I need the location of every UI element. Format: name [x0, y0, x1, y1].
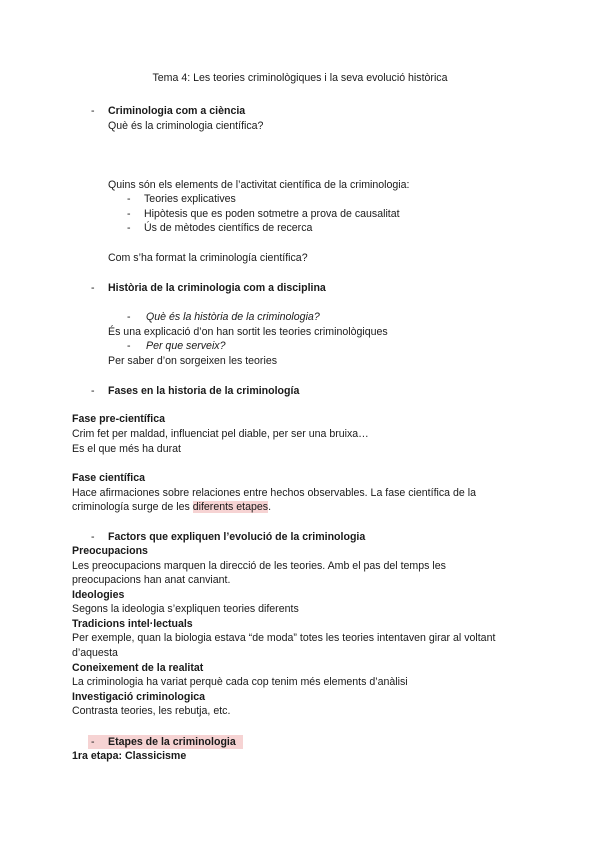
section-heading-factors: Factors que expliquen l’evolució de la criminologia [108, 531, 366, 543]
paragraph-line: Contrasta teories, les rebutja, etc. [72, 705, 231, 717]
list-dash: - [91, 531, 95, 543]
list-dash: - [91, 385, 95, 397]
answer-historia: És una explicació d’on han sortit les teories criminològiques [108, 326, 388, 338]
text-run: criminología surge de les [72, 501, 193, 513]
subheading-fase-pre-cientifica: Fase pre-científica [72, 413, 166, 425]
subheading-ideologies: Ideologies [72, 589, 125, 601]
paragraph-line [72, 500, 271, 515]
question-historia: Què és la història de la criminologia? [146, 311, 320, 323]
list-dash: - [127, 208, 131, 220]
section-heading-fases: Fases en la historia de la criminología [108, 385, 300, 397]
section-heading-historia: Història de la criminologia com a disciplina [108, 282, 326, 294]
question-formacio: Com s’ha format la criminología científica? [108, 252, 308, 264]
paragraph-line: d’aquesta [72, 647, 118, 659]
paragraph-line: Segons la ideologia s’expliquen teories diferents [72, 603, 299, 615]
paragraph-line: preocupacions han anat canviant. [72, 574, 231, 586]
paragraph-line: Es el que més ha durat [72, 443, 181, 455]
list-item: Hipòtesis que es poden sotmetre a prova de causalitat [144, 208, 400, 220]
list-dash: - [127, 311, 131, 323]
section-heading-criminologia-ciencia: Criminologia com a ciència [108, 105, 246, 117]
list-dash: - [127, 222, 131, 234]
paragraph-line: Per exemple, quan la biologia estava “de moda” totes les teories intentaven girar al voltant [72, 632, 496, 644]
list-dash: - [91, 736, 95, 748]
highlighted-text: diferents etapes [192, 501, 269, 513]
text-run: . [268, 501, 272, 513]
answer-per-que: Per saber d’on sorgeixen les teories [108, 355, 278, 367]
list-dash: - [91, 105, 95, 117]
paragraph-line: Hace afirmaciones sobre relaciones entre hechos observables. La fase científica de la [72, 487, 476, 499]
subheading-tradicions: Tradicions intel·lectuals [72, 618, 193, 630]
paragraph-line: Les preocupacions marquen la direcció de les teories. Amb el pas del temps les [72, 560, 446, 572]
paragraph-line: La criminologia ha variat perquè cada cop tenim més elements d’anàlisi [72, 676, 408, 688]
subheading-etapa1: 1ra etapa: Classicisme [72, 750, 187, 762]
subheading-coneixement: Coneixement de la realitat [72, 662, 204, 674]
list-item: Ús de mètodes científics de recerca [144, 222, 313, 234]
list-dash: - [127, 193, 131, 205]
subheading-investigacio: Investigació criminologica [72, 691, 206, 703]
list-dash: - [91, 282, 95, 294]
paragraph-line: Crim fet per maldad, influenciat pel diable, per ser una bruixa… [72, 428, 369, 440]
list-dash: - [127, 340, 131, 352]
question-per-que: Per que serveix? [146, 340, 226, 352]
subheading-preocupacions: Preocupacions [72, 545, 148, 557]
document-title: Tema 4: Les teories criminològiques i la seva evolució històrica [152, 72, 448, 84]
question-elements: Quins són els elements de l’activitat científica de la criminologia: [108, 179, 410, 191]
question-criminologia-cientifica: Què és la criminologia científica? [108, 120, 264, 132]
section-heading-etapes: Etapes de la criminologia [108, 736, 236, 748]
subheading-fase-cientifica: Fase científica [72, 472, 146, 484]
list-item: Teories explicatives [144, 193, 236, 205]
